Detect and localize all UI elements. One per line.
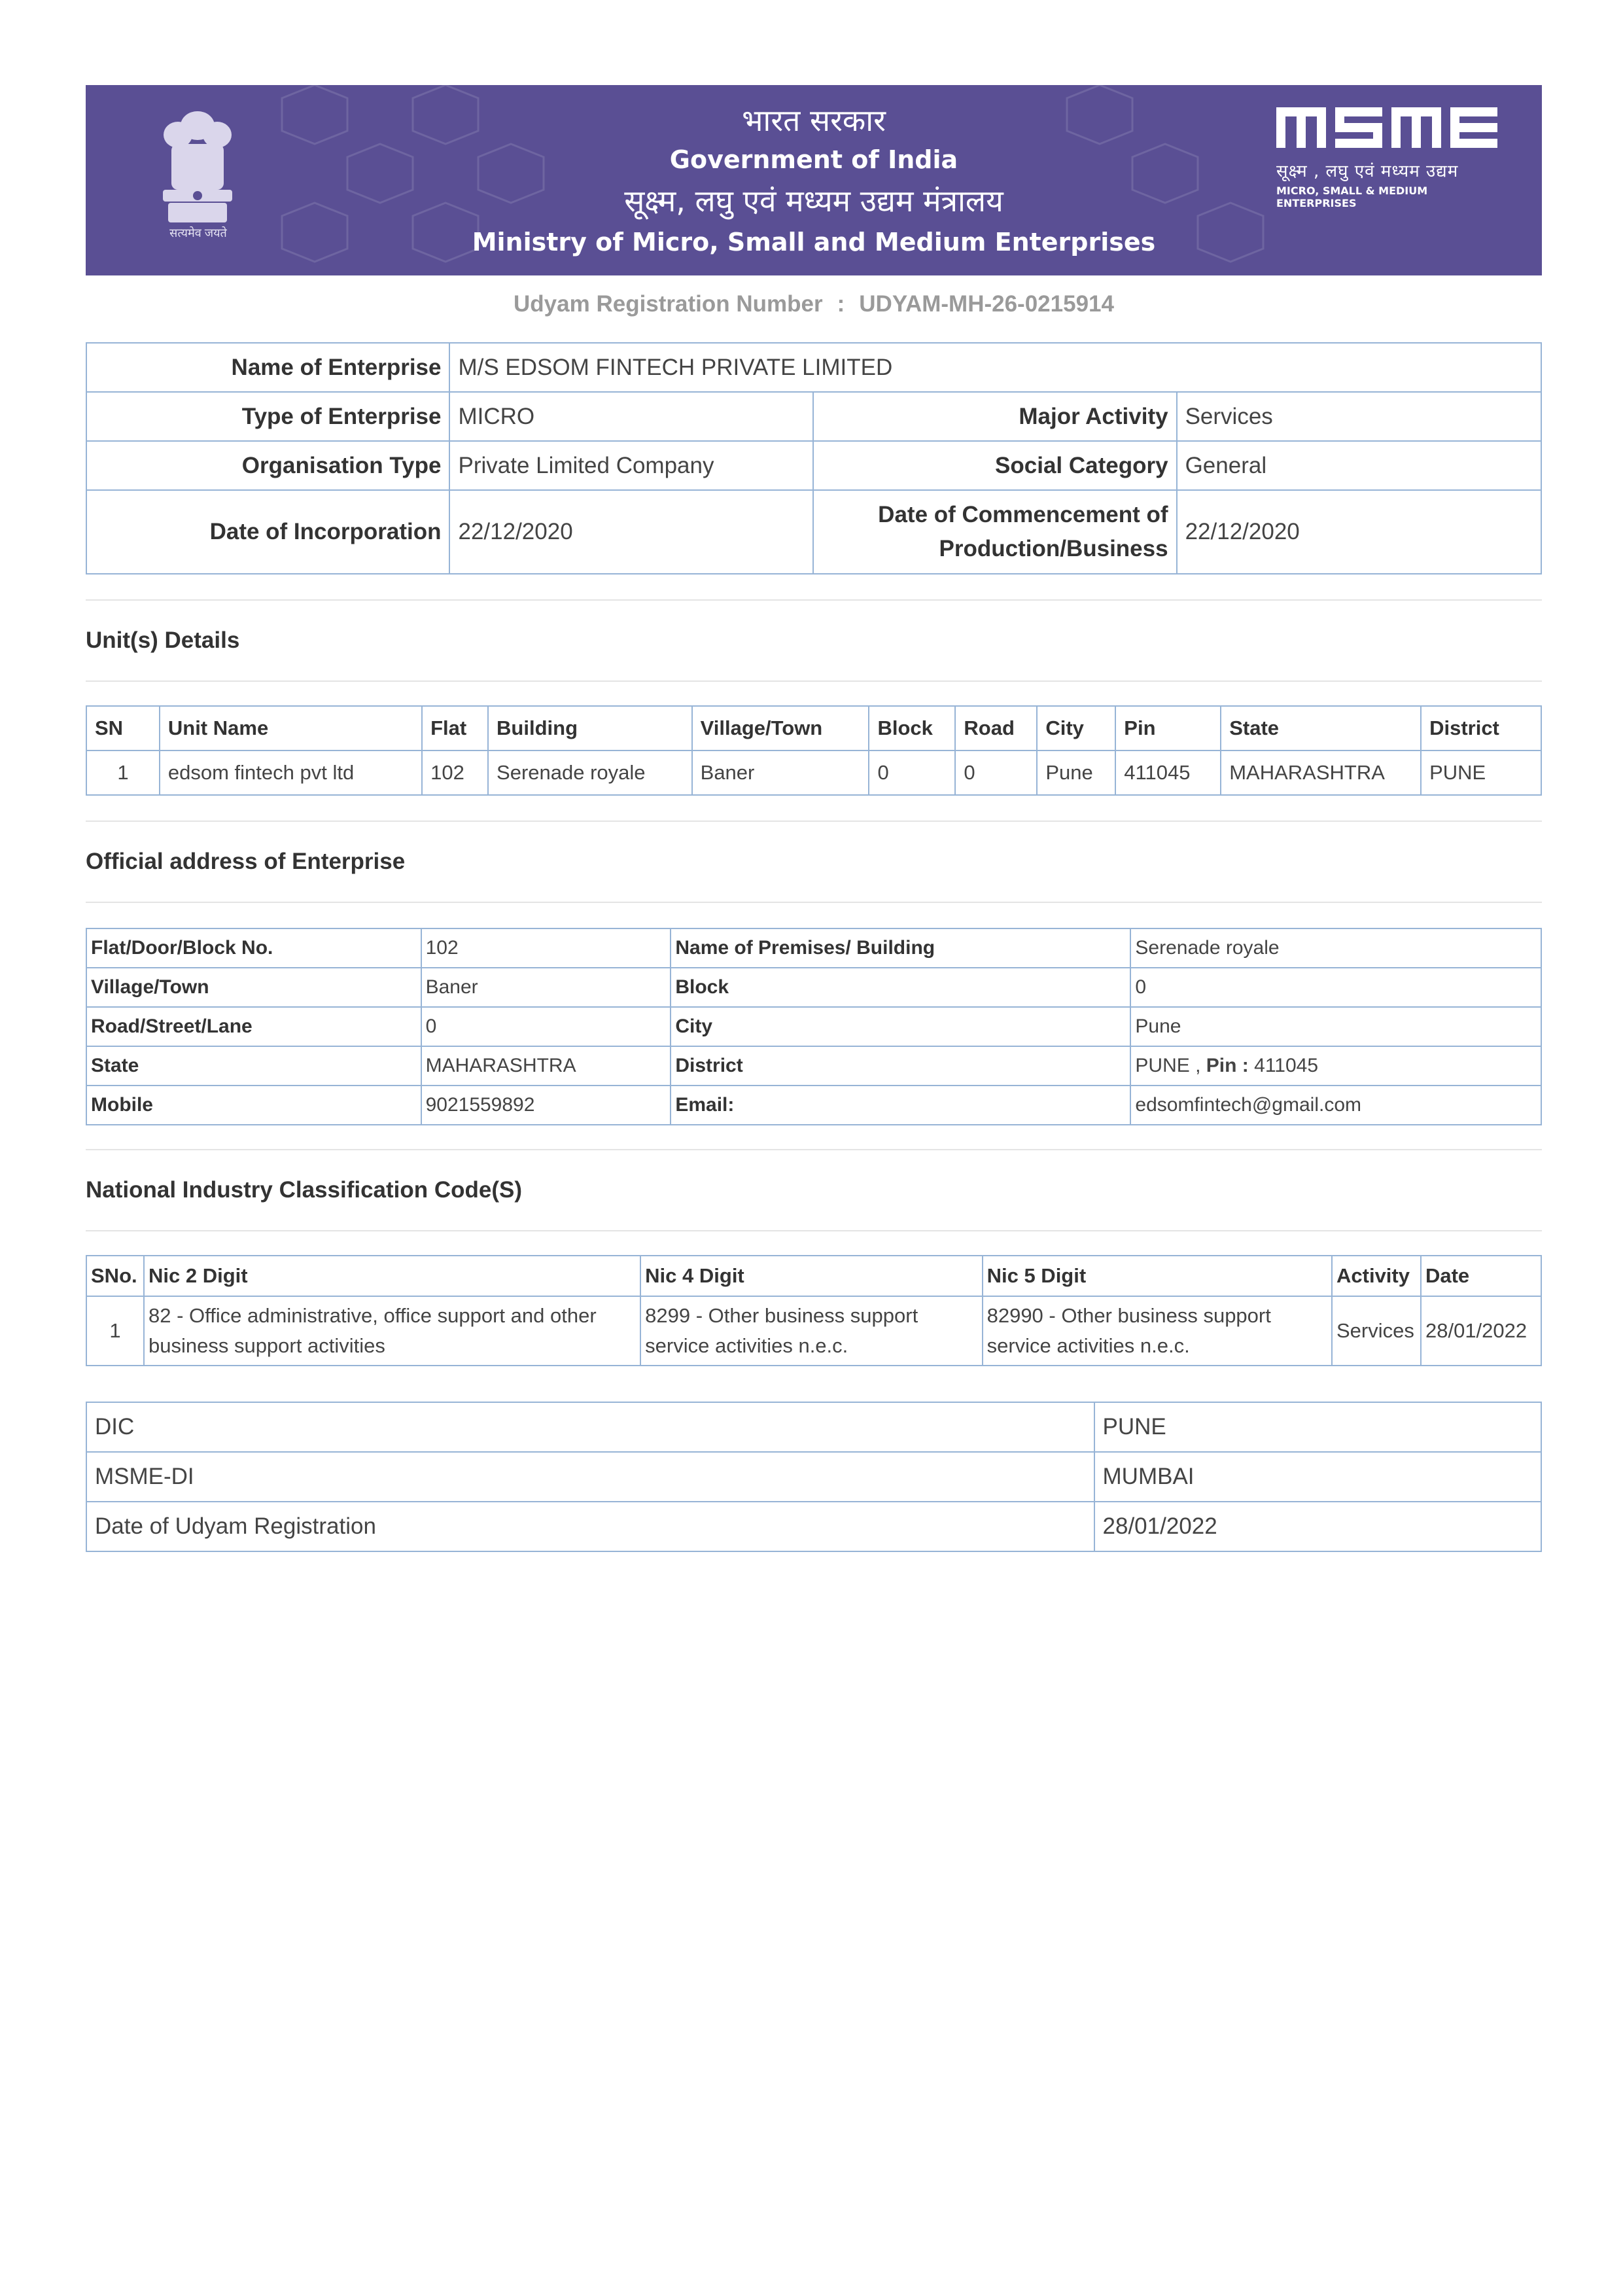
units-table (86, 705, 1542, 796)
district-pin-value (1130, 1046, 1541, 1086)
official-address-table (86, 928, 1542, 1125)
premises-label: Name of Premises/ Building (671, 928, 1130, 968)
organisation-type-label: Organisation Type (86, 441, 449, 490)
certificate-page (86, 85, 1542, 1552)
units-header-pin: Pin (1115, 706, 1221, 751)
state-value: MAHARASHTRA (421, 1046, 671, 1086)
email-label: Email: (671, 1086, 1130, 1125)
dic-label: DIC (86, 1402, 1094, 1452)
units-cell-village-town: Baner (692, 751, 869, 795)
units-cell-block: 0 (869, 751, 955, 795)
enterprise-summary-table (86, 342, 1542, 574)
header-banner (86, 85, 1542, 275)
nic-header-nic2: Nic 2 Digit (144, 1256, 640, 1296)
name-of-enterprise-label: Name of Enterprise (86, 343, 449, 392)
flat-value: 102 (421, 928, 671, 968)
nic-header-activity: Activity (1332, 1256, 1421, 1296)
units-cell-road: 0 (955, 751, 1037, 795)
nic-table (86, 1255, 1542, 1366)
registration-number-value: UDYAM-MH-26-0215914 (859, 291, 1114, 317)
mobile-label: Mobile (86, 1086, 421, 1125)
registration-separator: : (837, 291, 845, 317)
premises-value: Serenade royale (1130, 928, 1541, 968)
table-row (86, 968, 1541, 1007)
units-cell-flat: 102 (422, 751, 488, 795)
units-header-flat: Flat (422, 706, 488, 751)
village-town-label: Village/Town (86, 968, 421, 1007)
date-of-incorporation-label: Date of Incorporation (86, 490, 449, 574)
msme-logo (1276, 102, 1499, 209)
units-section-title: Unit(s) Details (86, 627, 240, 653)
nic-header-nic5: Nic 5 Digit (983, 1256, 1332, 1296)
banner-government-of-india: Government of India (669, 145, 958, 174)
block-value: 0 (1130, 968, 1541, 1007)
nic-cell-nic5: 82990 - Other business support service activities n.e.c. (983, 1296, 1332, 1366)
road-value: 0 (421, 1007, 671, 1046)
nic-section-title: National Industry Classification Code(S) (86, 1177, 523, 1203)
table-row (86, 441, 1541, 490)
nic-header-nic4: Nic 4 Digit (640, 1256, 982, 1296)
table-row (86, 392, 1541, 441)
units-header-state: State (1221, 706, 1421, 751)
type-of-enterprise-label: Type of Enterprise (86, 392, 449, 441)
road-label: Road/Street/Lane (86, 1007, 421, 1046)
units-header-city: City (1037, 706, 1115, 751)
units-cell-city: Pune (1037, 751, 1115, 795)
units-header-unit-name: Unit Name (160, 706, 422, 751)
units-cell-district: PUNE (1421, 751, 1541, 795)
units-header-village-town: Village/Town (692, 706, 869, 751)
nic-header-date: Date (1421, 1256, 1541, 1296)
units-cell-pin: 411045 (1115, 751, 1221, 795)
units-cell-state: MAHARASHTRA (1221, 751, 1421, 795)
name-of-enterprise-value: M/S EDSOM FINTECH PRIVATE LIMITED (449, 343, 1541, 392)
table-header-row (86, 706, 1541, 751)
organisation-type-value: Private Limited Company (449, 441, 812, 490)
units-cell-building: Serenade royale (488, 751, 692, 795)
pin-label: Pin : (1206, 1055, 1249, 1076)
type-of-enterprise-value: MICRO (449, 392, 812, 441)
table-row (86, 1402, 1541, 1452)
table-header-row (86, 1256, 1541, 1296)
table-row (86, 751, 1541, 795)
village-town-value: Baner (421, 968, 671, 1007)
section-divider (86, 902, 1542, 903)
msme-hindi-caption: सूक्ष्म , लघु एवं मध्यम उद्यम (1276, 162, 1459, 181)
date-of-commencement-label-line2: Production/Business (939, 536, 1168, 561)
nic-cell-activity: Services (1332, 1296, 1421, 1366)
registration-details-table (86, 1402, 1542, 1552)
table-row (86, 343, 1541, 392)
udyam-registration-date-label: Date of Udyam Registration (86, 1502, 1094, 1551)
units-header-sn: SN (86, 706, 160, 751)
msme-di-label: MSME-DI (86, 1452, 1094, 1502)
table-row (86, 1086, 1541, 1125)
banner-ministry-name: Ministry of Micro, Small and Medium Enterprises (472, 228, 1156, 256)
date-of-commencement-value: 22/12/2020 (1177, 490, 1541, 574)
nic-cell-date: 28/01/2022 (1421, 1296, 1541, 1366)
udyam-registration-date-value: 28/01/2022 (1094, 1502, 1541, 1551)
nic-header-sno: SNo. (86, 1256, 144, 1296)
email-value: edsomfintech@gmail.com (1130, 1086, 1541, 1125)
units-cell-unit-name: edsom fintech pvt ltd (160, 751, 422, 795)
dic-value: PUNE (1094, 1402, 1541, 1452)
state-label: State (86, 1046, 421, 1086)
district-value: PUNE , (1135, 1055, 1201, 1076)
units-header-building: Building (488, 706, 692, 751)
msme-english-caption: MICRO, SMALL & MEDIUM ENTERPRISES (1276, 185, 1428, 209)
date-of-commencement-label-line1: Date of Commencement of (878, 502, 1168, 527)
section-divider (86, 1230, 1542, 1231)
table-row (86, 1046, 1541, 1086)
mobile-value: 9021559892 (421, 1086, 671, 1125)
units-header-block: Block (869, 706, 955, 751)
nic-cell-nic2: 82 - Office administrative, office support and other business support activities (144, 1296, 640, 1366)
address-section-title: Official address of Enterprise (86, 849, 406, 874)
date-of-incorporation-value: 22/12/2020 (449, 490, 812, 574)
table-row (86, 1452, 1541, 1502)
table-row (86, 1007, 1541, 1046)
city-value: Pune (1130, 1007, 1541, 1046)
banner-hindi-ministry: सूक्ष्म, लघु एवं मध्यम उद्यम मंत्रालय (624, 183, 1003, 219)
social-category-label: Social Category (813, 441, 1177, 490)
registration-number-line (86, 285, 1542, 324)
section-divider (86, 680, 1542, 682)
date-of-commencement-label (813, 490, 1177, 574)
social-category-value: General (1177, 441, 1541, 490)
table-row (86, 928, 1541, 968)
district-label: District (671, 1046, 1130, 1086)
banner-hindi-government: भारत सरकार (742, 103, 886, 138)
flat-label: Flat/Door/Block No. (86, 928, 421, 968)
major-activity-value: Services (1177, 392, 1541, 441)
block-label: Block (671, 968, 1130, 1007)
table-row (86, 490, 1541, 574)
units-header-district: District (1421, 706, 1541, 751)
pin-value: 411045 (1254, 1055, 1319, 1076)
emblem-caption: सत्यमेव जयते (169, 226, 227, 239)
msme-di-value: MUMBAI (1094, 1452, 1541, 1502)
registration-number-label: Udyam Registration Number (514, 291, 823, 317)
table-row (86, 1296, 1541, 1366)
city-label: City (671, 1007, 1130, 1046)
table-row (86, 1502, 1541, 1551)
major-activity-label: Major Activity (813, 392, 1177, 441)
nic-cell-sno: 1 (86, 1296, 144, 1366)
nic-cell-nic4: 8299 - Other business support service activities n.e.c. (640, 1296, 982, 1366)
msme-wordmark-icon (1276, 102, 1499, 153)
units-header-road: Road (955, 706, 1037, 751)
units-cell-sn: 1 (86, 751, 160, 795)
